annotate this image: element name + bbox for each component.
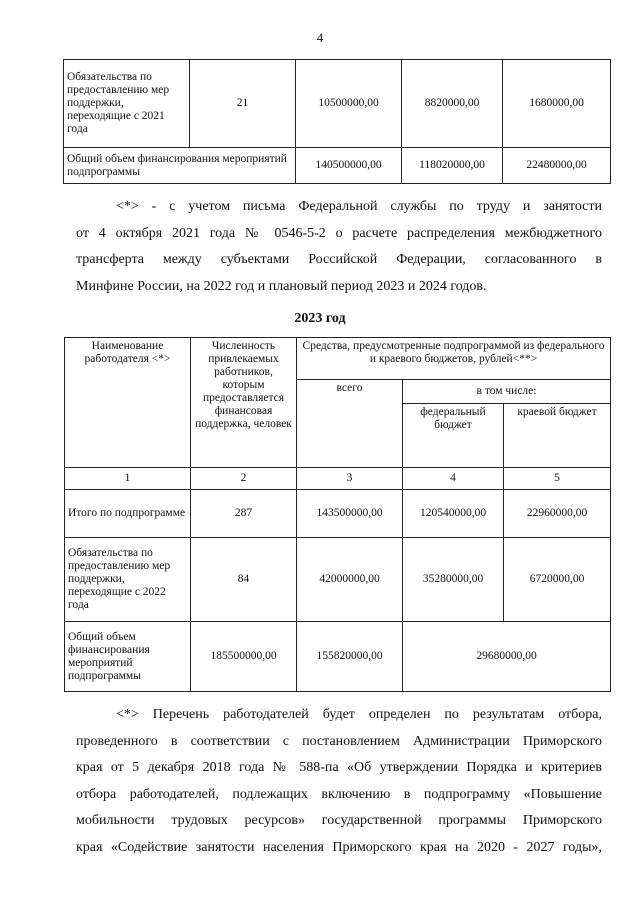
col-number: 1 bbox=[65, 468, 191, 490]
row-label: Обязательства по предоставлению мер поддержки, переходящие с 2021 года bbox=[64, 60, 190, 148]
text-line: отбора работодателей, подлежащих включению в подпрограмму «Повышение bbox=[76, 786, 602, 802]
total-cell: 143500000,00 bbox=[297, 490, 403, 538]
table-row bbox=[65, 490, 611, 538]
federal-cell: 118020000,00 bbox=[402, 148, 503, 184]
table-row bbox=[64, 148, 611, 184]
workers-cell: 185500000,00 bbox=[191, 622, 297, 692]
text-line: трансферта между субъектами Российской Федерации, согласованного в bbox=[76, 252, 602, 267]
regional-cell: 6720000,00 bbox=[504, 538, 611, 622]
table-header-row bbox=[65, 338, 611, 380]
header-workers: Численность привлекаемых работников, которым предоставляется финансовая поддержка, человек bbox=[191, 338, 297, 468]
footnote-paragraph-1 bbox=[76, 194, 602, 300]
table-row bbox=[65, 622, 611, 692]
federal-cell: 35280000,00 bbox=[403, 538, 504, 622]
text-line: от 4 октября 2021 года № 0546-5-2 о расчете распределения межбюджетного bbox=[76, 225, 602, 241]
row-label: Общий объем финансирования мероприятий подпрограммы bbox=[64, 148, 296, 184]
text-line: Минфине России, на 2022 год и плановый период 2023 и 2024 годов. bbox=[76, 278, 487, 294]
row-label: Обязательства по предоставлению мер поддержки, переходящие с 2022 года bbox=[65, 538, 191, 622]
header-regional: краевой бюджет bbox=[504, 404, 611, 468]
col-number: 4 bbox=[403, 468, 504, 490]
funding-table-2022-continued bbox=[63, 59, 611, 184]
header-funds: Средства, предусмотренные подпрограммой из федерального и краевого бюджетов, рублей<**> bbox=[297, 338, 611, 380]
text-line: края «Содействие занятости населения Приморского края на 2020 - 2027 годы», bbox=[76, 839, 602, 855]
workers-cell: 84 bbox=[191, 538, 297, 622]
page-number: 4 bbox=[316, 30, 324, 45]
workers-cell: 287 bbox=[191, 490, 297, 538]
column-number-row bbox=[65, 468, 611, 490]
text-line: <*> - с учетом письма Федеральной службы по труду и занятости bbox=[116, 199, 602, 214]
section-title-year: 2023 год bbox=[294, 311, 346, 326]
row-label: Итого по подпрограмме bbox=[65, 490, 191, 538]
text-line: <*> Перечень работодателей будет определен по результатам отбора, bbox=[116, 707, 602, 722]
table-row bbox=[65, 538, 611, 622]
workers-cell: 21 bbox=[190, 60, 296, 148]
federal-cell: 120540000,00 bbox=[403, 490, 504, 538]
total-cell: 140500000,00 bbox=[296, 148, 402, 184]
col-number: 3 bbox=[297, 468, 403, 490]
total-cell: 155820000,00 bbox=[297, 622, 403, 692]
regional-cell: 22960000,00 bbox=[504, 490, 611, 538]
header-employer: Наименование работодателя <*> bbox=[65, 338, 191, 468]
header-including: в том числе: bbox=[403, 380, 611, 404]
table-row bbox=[64, 60, 611, 148]
text-line: проведенного в соответствии с постановлением Администрации Приморского bbox=[76, 733, 602, 749]
row-label: Общий объем финансирования мероприятий подпрограммы bbox=[65, 622, 191, 692]
text-line: мобильности трудовых ресурсов» государственной программы Приморского bbox=[76, 813, 602, 828]
header-federal: федеральный бюджет bbox=[403, 404, 504, 468]
total-cell: 10500000,00 bbox=[296, 60, 402, 148]
federal-cell: 8820000,00 bbox=[402, 60, 503, 148]
col-number: 5 bbox=[504, 468, 611, 490]
footnote-paragraph-2 bbox=[76, 702, 602, 861]
total-cell: 42000000,00 bbox=[297, 538, 403, 622]
regional-cell: 1680000,00 bbox=[503, 60, 611, 148]
header-total: всего bbox=[297, 380, 403, 468]
col-number: 2 bbox=[191, 468, 297, 490]
text-line: края от 5 декабря 2018 года № 588-па «Об утверждении Порядка и критериев bbox=[76, 760, 602, 775]
regional-cell: 22480000,00 bbox=[503, 148, 611, 184]
merged-budget-cell: 29680000,00 bbox=[403, 622, 611, 692]
funding-table-2023 bbox=[64, 337, 611, 692]
